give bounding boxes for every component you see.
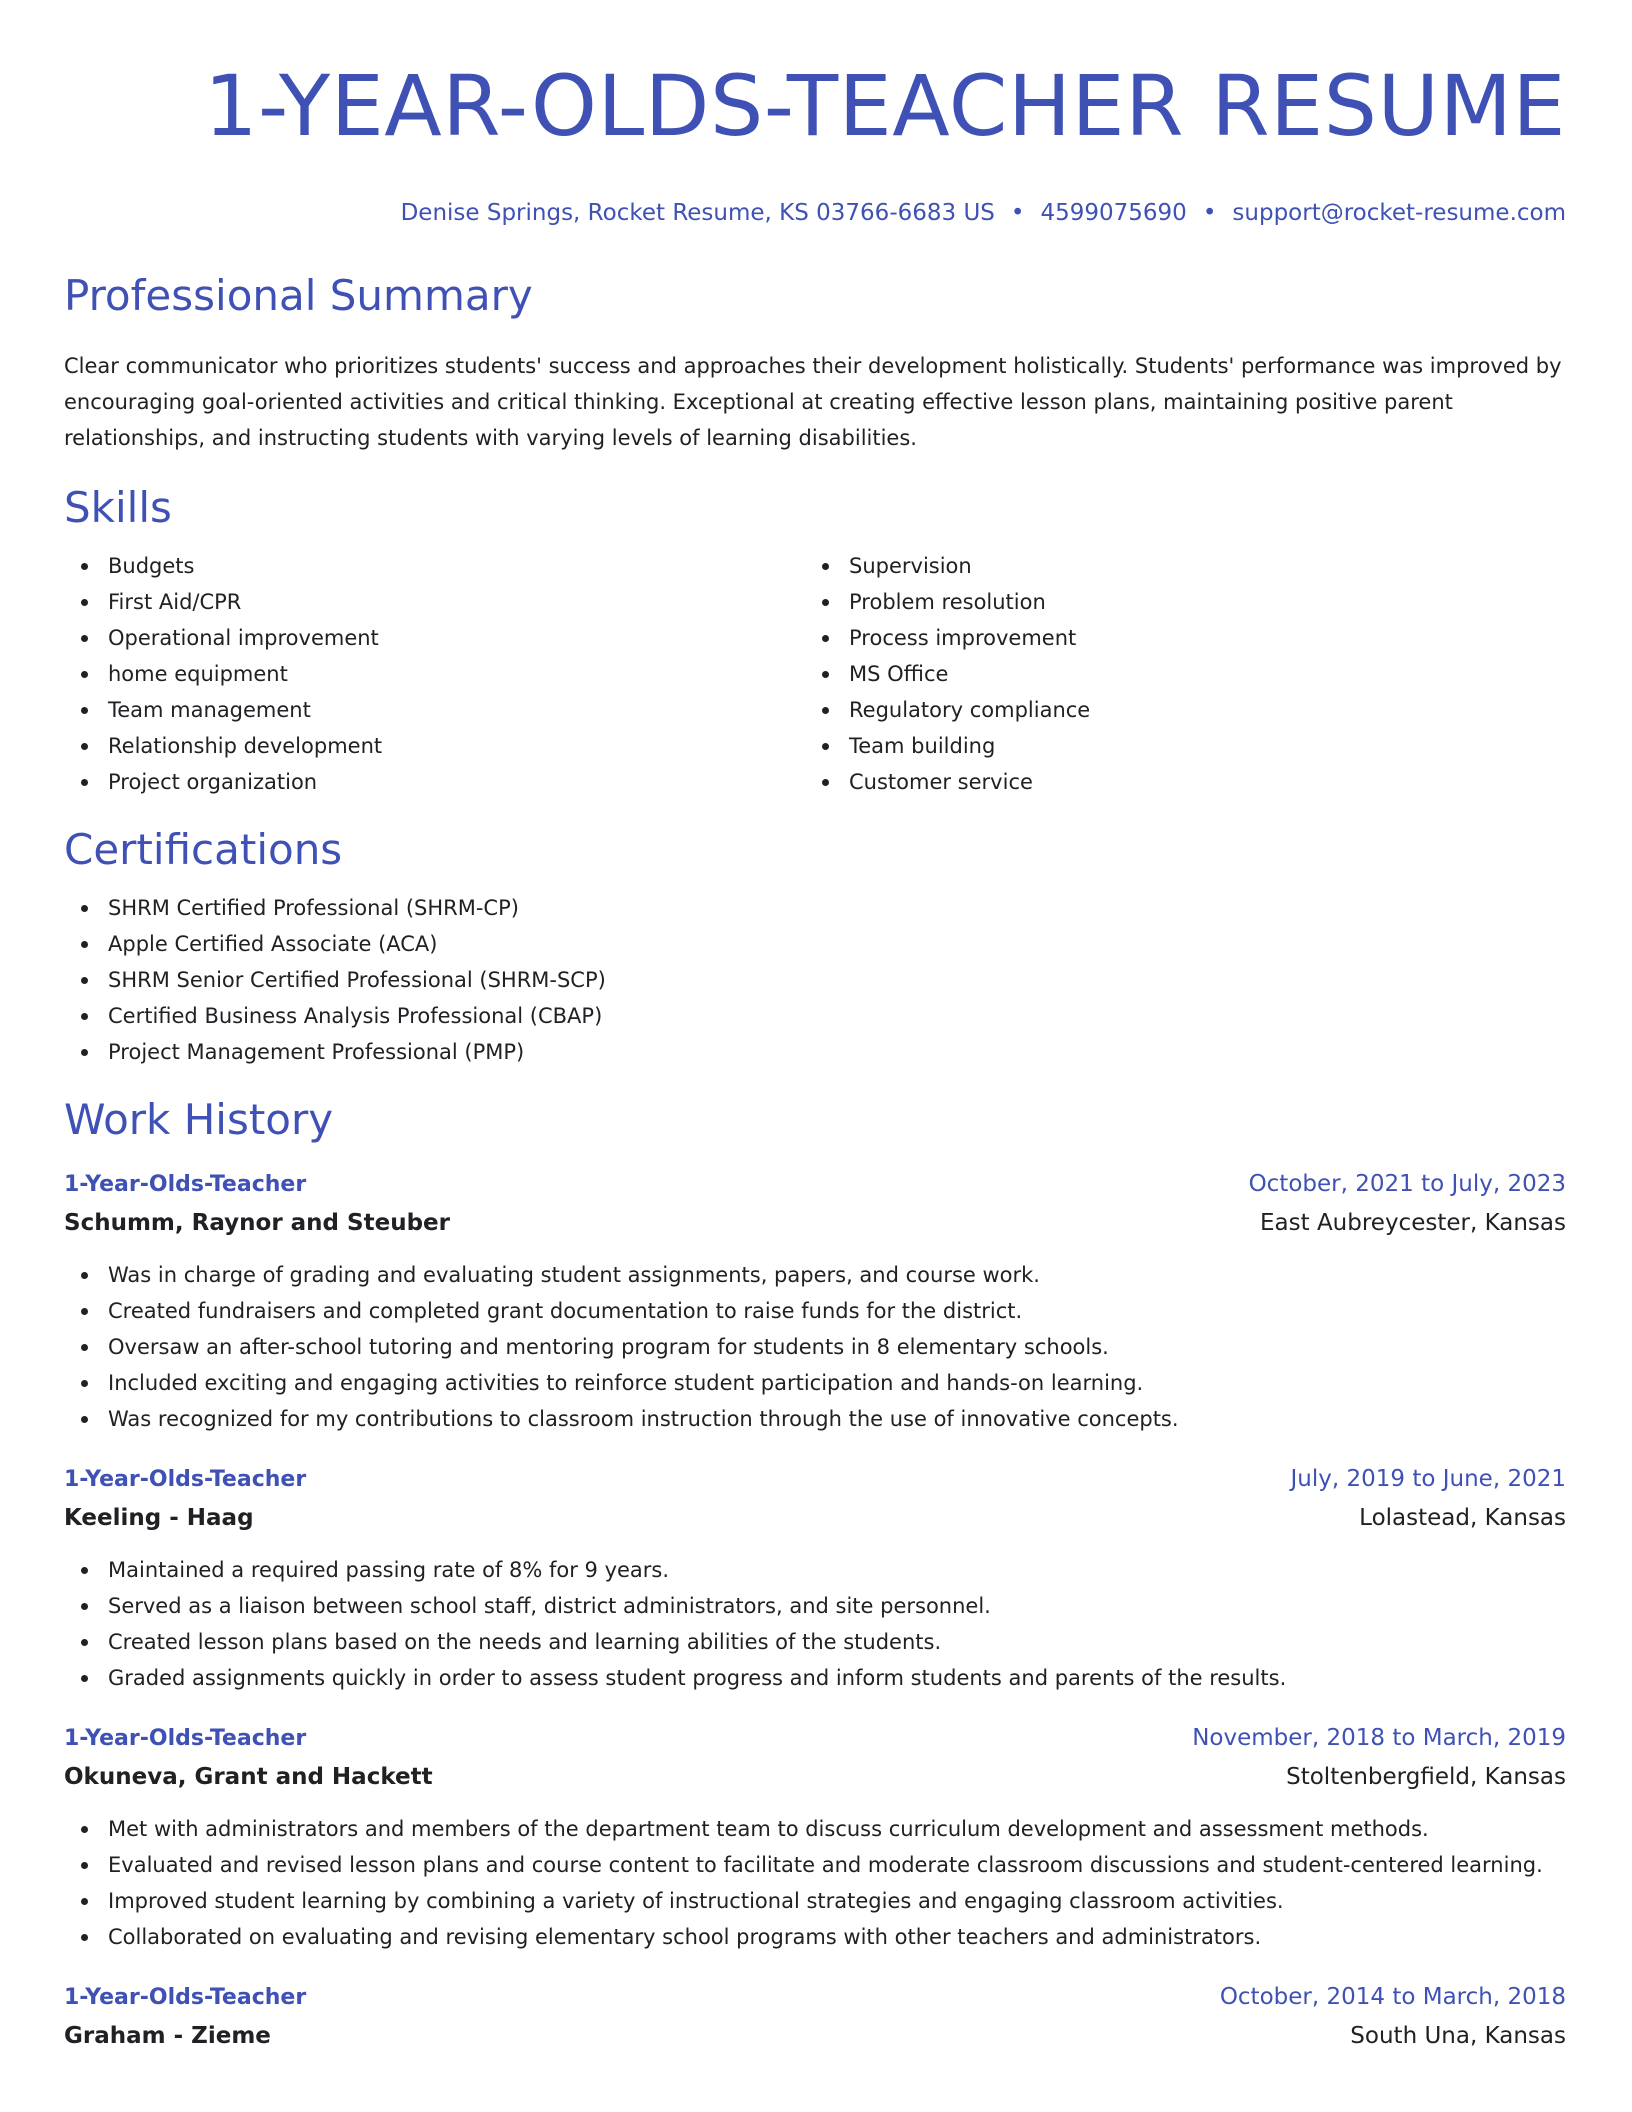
job-location: Lolastead, Kansas: [1359, 1505, 1566, 1531]
skill-item: Team management: [64, 692, 805, 728]
job-duty: Maintained a required passing rate of 8% for 9 years.: [64, 1552, 1566, 1588]
job-entry: [64, 1166, 1566, 1437]
skill-item: home equipment: [64, 656, 805, 692]
work-history-heading: Work History: [64, 1095, 334, 1144]
resume-header: [64, 0, 1566, 228]
certification-item: Apple Certified Associate (ACA): [64, 926, 1566, 962]
job-duty: Graded assignments quickly in order to assess student progress and inform students and parents of the results.: [64, 1660, 1566, 1696]
job-duty: Served as a liaison between school staff, district administrators, and site personnel.: [64, 1588, 1566, 1624]
job-company-row: [64, 2016, 1566, 2056]
skill-item: Project organization: [64, 764, 805, 800]
job-entry: [64, 1720, 1566, 1955]
job-duty: Met with administrators and members of the department team to discuss curriculum development and assessment methods.: [64, 1811, 1566, 1847]
contact-address: Denise Springs, Rocket Resume, KS 03766-6683 US: [400, 200, 995, 226]
certification-item: Project Management Professional (PMP): [64, 1034, 1566, 1070]
contact-email[interactable]: support@rocket-resume.com: [1232, 200, 1566, 226]
job-location: Stoltenbergfield, Kansas: [1286, 1764, 1566, 1790]
job-duty: Created lesson plans based on the needs and learning abilities of the students.: [64, 1624, 1566, 1660]
job-location: East Aubreycester, Kansas: [1260, 1210, 1566, 1236]
skill-item: Supervision: [805, 548, 1546, 584]
job-entry: [64, 1461, 1566, 1696]
job-title: 1-Year-Olds-Teacher: [64, 1726, 307, 1751]
job-duty: Evaluated and revised lesson plans and course content to facilitate and moderate classroom discussions and student-centered learning.: [64, 1847, 1566, 1883]
contact-phone: 4599075690: [1040, 200, 1187, 226]
skill-item: Operational improvement: [64, 620, 805, 656]
certification-item: SHRM Senior Certified Professional (SHRM-SCP): [64, 962, 1566, 998]
certifications-list: [64, 890, 1566, 1070]
contact-separator: •: [1202, 200, 1217, 226]
resume-title: 1-YEAR-OLDS-TEACHER RESUME: [204, 57, 1566, 155]
skill-item: Team building: [805, 728, 1546, 764]
job-duty: Collaborated on evaluating and revising elementary school programs with other teachers and administrators.: [64, 1919, 1566, 1955]
job-company: Schumm, Raynor and Steuber: [64, 1210, 450, 1236]
job-location: South Una, Kansas: [1350, 2023, 1566, 2049]
summary-text: Clear communicator who prioritizes students' success and approaches their development holistically. Students' performance was improved by encouraging goal-oriented activities and critical thinking. Exceptional at creating effective lesson plans, maintaining positive parent relationships, and instructing students with varying levels of learning disabilities.: [64, 354, 1562, 450]
job-dates: October, 2021 to July, 2023: [1248, 1171, 1566, 1197]
job-title: 1-Year-Olds-Teacher: [64, 1985, 307, 2010]
job-title-row: [64, 1461, 1566, 1498]
job-dates: October, 2014 to March, 2018: [1219, 1984, 1566, 2010]
job-title: 1-Year-Olds-Teacher: [64, 1172, 307, 1197]
job-duty: Created fundraisers and completed grant documentation to raise funds for the district.: [64, 1293, 1566, 1329]
job-title-row: [64, 1979, 1566, 2016]
job-duty: Was recognized for my contributions to classroom instruction through the use of innovative concepts.: [64, 1401, 1566, 1437]
job-dates: November, 2018 to March, 2019: [1192, 1725, 1566, 1751]
job-duties-list: [64, 1552, 1566, 1696]
skills-left-column: [64, 548, 805, 800]
skill-item: Relationship development: [64, 728, 805, 764]
job-duty: Was in charge of grading and evaluating student assignments, papers, and course work.: [64, 1257, 1566, 1293]
job-title: 1-Year-Olds-Teacher: [64, 1467, 307, 1492]
job-company: Graham - Zieme: [64, 2023, 271, 2049]
contact-separator: •: [1010, 200, 1025, 226]
skill-item: Process improvement: [805, 620, 1546, 656]
job-entry: [64, 1979, 1566, 2056]
job-duties-list: [64, 1257, 1566, 1437]
job-duty: Included exciting and engaging activities to reinforce student participation and hands-on learning.: [64, 1365, 1566, 1401]
skill-item: Customer service: [805, 764, 1546, 800]
job-duties-list: [64, 1811, 1566, 1955]
skill-item: Budgets: [64, 548, 805, 584]
skills-heading: Skills: [64, 483, 172, 532]
skill-item: Regulatory compliance: [805, 692, 1546, 728]
job-company-row: [64, 1757, 1566, 1797]
certification-item: SHRM Certified Professional (SHRM-CP): [64, 890, 1566, 926]
skills-grid: [64, 548, 1566, 800]
certification-item: Certified Business Analysis Professional (CBAP): [64, 998, 1566, 1034]
job-duty: Improved student learning by combining a variety of instructional strategies and engaging classroom activities.: [64, 1883, 1566, 1919]
certifications-heading: Certifications: [64, 825, 343, 874]
resume-page: [64, 0, 1566, 2056]
contact-line: [64, 198, 1566, 228]
skill-item: MS Office: [805, 656, 1546, 692]
job-company-row: [64, 1203, 1566, 1243]
job-dates: July, 2019 to June, 2021: [1290, 1466, 1566, 1492]
skill-item: First Aid/CPR: [64, 584, 805, 620]
job-company-row: [64, 1498, 1566, 1538]
job-company: Keeling - Haag: [64, 1505, 254, 1531]
skill-item: Problem resolution: [805, 584, 1546, 620]
skills-right-column: [805, 548, 1546, 800]
job-title-row: [64, 1166, 1566, 1203]
job-title-row: [64, 1720, 1566, 1757]
job-company: Okuneva, Grant and Hackett: [64, 1764, 433, 1790]
summary-heading: Professional Summary: [64, 271, 533, 320]
job-duty: Oversaw an after-school tutoring and mentoring program for students in 8 elementary schools.: [64, 1329, 1566, 1365]
